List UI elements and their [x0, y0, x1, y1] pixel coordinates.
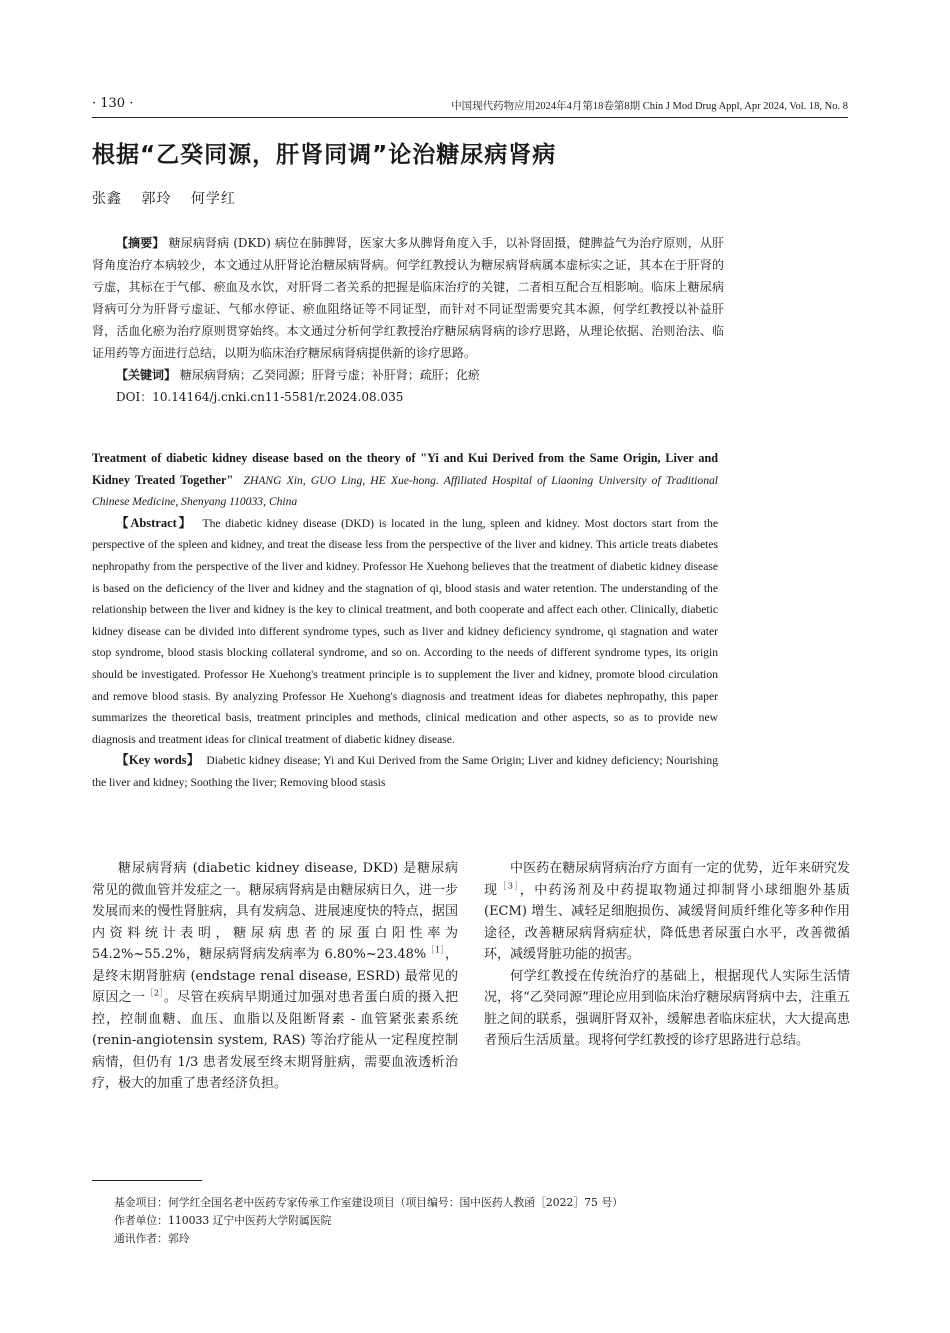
footnote-rule	[92, 1180, 202, 1181]
english-abstract-block	[92, 448, 718, 794]
citation-ref[interactable]: ［3］	[498, 881, 520, 891]
body-text: 糖尿病肾病 (diabetic kidney disease, DKD) 是糖尿病常见的微血管并发症之一。糖尿病肾病是由糖尿病日久，进一步发展而来的慢性肾脏病，具有发病急、进展速度快的特点，据国内资料统计表明，糖尿病患者的尿蛋白阳性率为 54.2%~55.2%，糖尿病肾病发病率为 6.80%~23.48%	[92, 861, 458, 962]
body-paragraph	[92, 858, 458, 1095]
author-list: 张鑫 郭玲 何学红	[92, 191, 236, 207]
abstract-cn-text: 糖尿病肾病 (DKD) 病位在肺脾肾，医家大多从脾肾角度入手，以补肾固摄，健脾益气为治疗原则，从肝肾角度治疗本病较少，本文通过从肝肾论治糖尿病肾病。何学红教授认为糖尿病肾病属本虚标实之证，其本在于肝肾的亏虚，其标在于气郁、瘀血及水饮，对肝肾二者关系的把握是临床治疗的关键，二者相互配合互相影响。临床上糖尿病肾病可分为肝肾亏虚证、气郁水停证、瘀血阻络证等不同证型，而针对不同证型需要究其本源，何学红教授以补益肝肾，活血化瘀为治疗原则贯穿始终。本文通过分析何学红教授治疗糖尿病肾病的诊疗思路，从理论依据、治则治法、临证用药等方面进行总结，以期为临床治疗糖尿病肾病提供新的诊疗思路。	[92, 236, 724, 360]
author-unit-note: 作者单位：110033 辽宁中医药大学附属医院	[114, 1214, 332, 1227]
body-right-column	[484, 858, 850, 1052]
english-authors-affiliation: ZHANG Xin, GUO Ling, HE Xue-hong. Affiliated Hospital of Liaoning University of Traditional Chinese Medicine, Shenyang 110033, China	[92, 473, 719, 509]
running-header	[92, 96, 848, 114]
english-header-paragraph	[92, 448, 718, 513]
citation-ref[interactable]: ［1］	[426, 945, 445, 955]
body-text: 。尽管在疾病早期通过加强对患者蛋白质的摄入把控，控制血糖、血压、血脂以及阻断肾素 - 血管紧张素系统 (renin-angiotensin system, RAS) 等治疗能从一定程度控制病情，但仍有 1/3 患者发展至终末期肾脏病，需要血液透析治疗，极大的加重了患者经济负担。	[92, 990, 458, 1091]
keywords-en	[92, 750, 718, 793]
body-paragraph	[484, 858, 850, 966]
journal-citation: 中国现代药物应用2024年4月第18卷第8期 Chin J Mod Drug Appl, Apr 2024, Vol. 18, No. 8	[451, 101, 848, 112]
corresponding-author-note: 通讯作者：郭玲	[114, 1232, 190, 1245]
english-title: Treatment of diabetic kidney disease based on the theory of "Yi and Kui Derived from the Same Origin, Liver and Kidney Treated Together"	[92, 451, 718, 487]
doi: DOI：10.14164/j.cnki.cn11-5581/r.2024.08.035	[116, 390, 404, 404]
abstract-cn-paragraph	[92, 232, 724, 364]
body-text: ，中药汤剂及中药提取物通过抑制肾小球细胞外基质 (ECM) 增生、减轻足细胞损伤、减缓肾间质纤维化等多种作用途径，改善糖尿病肾病症状，降低患者尿蛋白水平，改善微循环，减缓肾脏功能的损害。	[484, 882, 850, 962]
fund-note: 基金项目：何学红全国名老中医药专家传承工作室建设项目（项目编号：国中医药人教函［2022］75 号）	[114, 1196, 623, 1209]
keywords-en-text: Diabetic kidney disease; Yi and Kui Derived from the Same Origin; Liver and kidney deficiency; Nourishing the liver and kidney; Soothing the liver; Removing blood stasis	[92, 754, 719, 789]
body-paragraph: 何学红教授在传统治疗的基础上，根据现代人实际生活情况，将“乙癸同源”理论应用到临床治疗糖尿病肾病中去，注重五脏之间的联系，强调肝肾双补，缓解患者临床症状，大大提高患者预后生活质量。现将何学红教授的诊疗思路进行总结。	[484, 968, 850, 1048]
keywords-cn-text: 糖尿病肾病；乙癸同源；肝肾亏虚；补肝肾；疏肝；化瘀	[179, 368, 480, 382]
citation-ref[interactable]: ［2］	[145, 988, 164, 998]
abstract-en-text: The diabetic kidney disease (DKD) is located in the lung, spleen and kidney. Most doctors start from the perspective of the spleen and kidney, and treat the disease less from the perspective of the liver and kidney. This article treats diabetes nephropathy from the perspective of the liver and kidney. Professor He Xuehong believes that the treatment of diabetic kidney disease is based on the deficiency of the liver and kidney and the stagnation of qi, blood stasis and water retention. The understanding of the relationship between the liver and kidney is the key to clinical treatment, and both cooperate and affect each other. Clinically, diabetic kidney disease can be divided into different syndrome types, such as liver and kidney deficiency syndrome, qi stagnation and water stop syndrome, blood stasis blocking collateral syndrome, and so on. According to the needs of different syndrome types, its origin should be investigated. Professor He Xuehong's treatment principle is to supplement the liver and kidney, promote blood circulation and remove blood stasis. By analyzing Professor He Xuehong's diagnosis and treatment ideas for diabetes nephropathy, this paper summarizes the theoretical basis, treatment principles and methods, clinical medication and other aspects, so as to provide new diagnosis and treatment ideas for clinical treatment of diabetic kidney disease.	[92, 516, 719, 746]
abstract-cn-label: 【摘要】	[116, 236, 165, 250]
header-rule	[92, 117, 848, 118]
page-number: · 130 ·	[92, 96, 134, 111]
body-text: 中医药在糖尿病肾病治疗方面有一定的优势，近年来研究发现	[484, 861, 850, 898]
abstract-en-label: 【Abstract】	[116, 515, 194, 530]
article-title: 根据“乙癸同源，肝肾同调”论治糖尿病肾病	[92, 142, 557, 168]
keywords-cn	[92, 364, 724, 386]
chinese-abstract	[92, 232, 724, 408]
english-abstract-paragraph	[92, 513, 718, 751]
keywords-cn-label: 【关键词】	[116, 368, 177, 382]
footnotes	[114, 1194, 623, 1248]
keywords-en-label: 【Key words】	[116, 753, 200, 768]
body-text: ，是终末期肾脏病 (endstage renal disease, ESRD) 最常见的原因之一	[92, 947, 458, 1005]
body-left-column	[92, 858, 458, 1095]
